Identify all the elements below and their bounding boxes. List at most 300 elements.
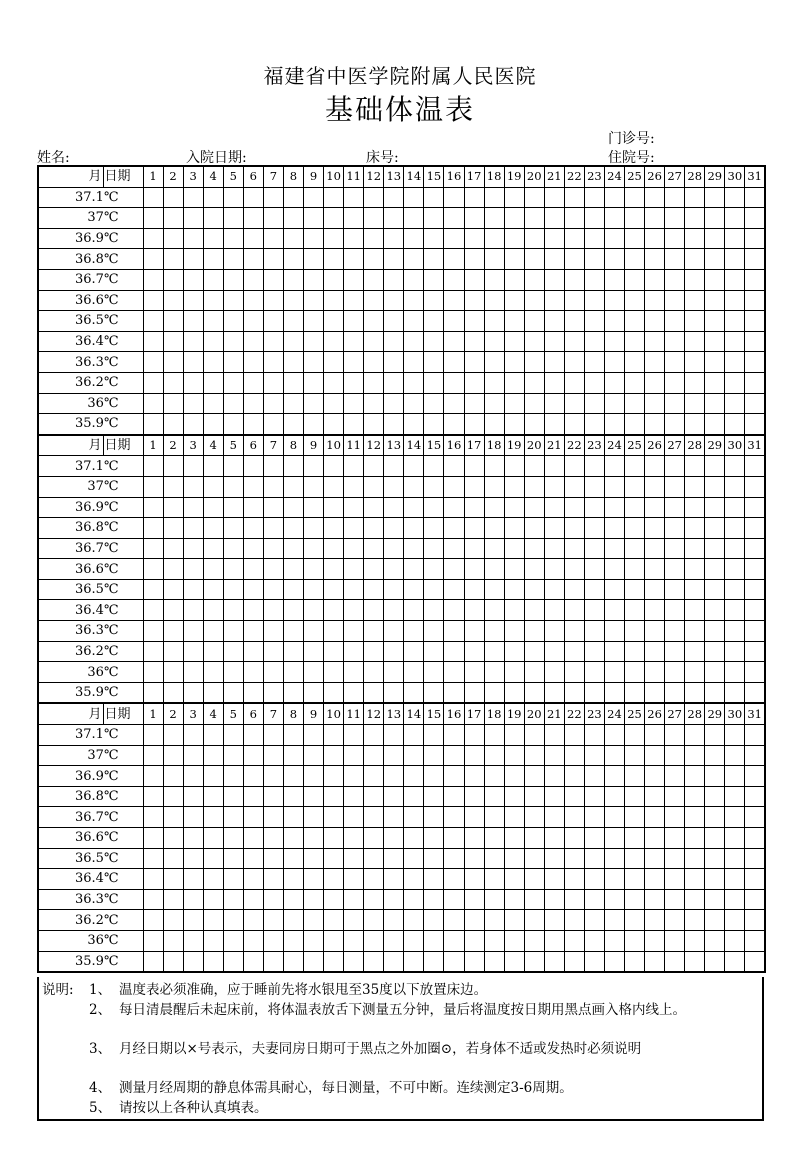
temperature-cell[interactable] bbox=[384, 786, 404, 807]
temperature-cell[interactable] bbox=[384, 249, 404, 270]
temperature-cell[interactable] bbox=[745, 848, 765, 869]
temperature-cell[interactable] bbox=[344, 393, 364, 414]
temperature-cell[interactable] bbox=[604, 930, 624, 951]
temperature-cell[interactable] bbox=[544, 497, 564, 518]
temperature-cell[interactable] bbox=[745, 414, 765, 435]
temperature-cell[interactable] bbox=[725, 621, 745, 642]
temperature-cell[interactable] bbox=[243, 208, 263, 229]
temperature-cell[interactable] bbox=[183, 600, 203, 621]
temperature-cell[interactable] bbox=[604, 910, 624, 931]
temperature-cell[interactable] bbox=[564, 559, 584, 580]
temperature-cell[interactable] bbox=[584, 208, 604, 229]
temperature-cell[interactable] bbox=[364, 682, 384, 703]
temperature-cell[interactable] bbox=[424, 682, 444, 703]
temperature-cell[interactable] bbox=[584, 414, 604, 435]
temperature-cell[interactable] bbox=[283, 869, 303, 890]
temperature-cell[interactable] bbox=[464, 889, 484, 910]
temperature-cell[interactable] bbox=[243, 766, 263, 787]
temperature-cell[interactable] bbox=[404, 352, 424, 373]
temperature-cell[interactable] bbox=[584, 352, 604, 373]
temperature-cell[interactable] bbox=[705, 269, 725, 290]
temperature-cell[interactable] bbox=[685, 187, 705, 208]
temperature-cell[interactable] bbox=[584, 372, 604, 393]
temperature-cell[interactable] bbox=[304, 951, 324, 972]
temperature-cell[interactable] bbox=[384, 641, 404, 662]
temperature-cell[interactable] bbox=[444, 208, 464, 229]
temperature-cell[interactable] bbox=[344, 848, 364, 869]
temperature-cell[interactable] bbox=[364, 497, 384, 518]
temperature-cell[interactable] bbox=[665, 766, 685, 787]
temperature-cell[interactable] bbox=[324, 538, 344, 559]
temperature-cell[interactable] bbox=[263, 579, 283, 600]
temperature-cell[interactable] bbox=[705, 290, 725, 311]
temperature-cell[interactable] bbox=[685, 497, 705, 518]
temperature-cell[interactable] bbox=[183, 269, 203, 290]
temperature-cell[interactable] bbox=[223, 476, 243, 497]
temperature-cell[interactable] bbox=[324, 930, 344, 951]
temperature-cell[interactable] bbox=[564, 766, 584, 787]
temperature-cell[interactable] bbox=[705, 641, 725, 662]
temperature-cell[interactable] bbox=[404, 579, 424, 600]
temperature-cell[interactable] bbox=[564, 786, 584, 807]
temperature-cell[interactable] bbox=[223, 187, 243, 208]
temperature-cell[interactable] bbox=[604, 187, 624, 208]
temperature-cell[interactable] bbox=[304, 249, 324, 270]
temperature-cell[interactable] bbox=[263, 497, 283, 518]
temperature-cell[interactable] bbox=[544, 682, 564, 703]
temperature-cell[interactable] bbox=[705, 579, 725, 600]
temperature-cell[interactable] bbox=[283, 518, 303, 539]
temperature-cell[interactable] bbox=[143, 641, 163, 662]
temperature-cell[interactable] bbox=[444, 579, 464, 600]
temperature-cell[interactable] bbox=[203, 476, 223, 497]
temperature-cell[interactable] bbox=[304, 745, 324, 766]
temperature-cell[interactable] bbox=[584, 889, 604, 910]
temperature-cell[interactable] bbox=[484, 208, 504, 229]
temperature-cell[interactable] bbox=[163, 662, 183, 683]
temperature-cell[interactable] bbox=[685, 951, 705, 972]
temperature-cell[interactable] bbox=[625, 745, 645, 766]
temperature-cell[interactable] bbox=[203, 848, 223, 869]
temperature-cell[interactable] bbox=[324, 497, 344, 518]
temperature-cell[interactable] bbox=[404, 559, 424, 580]
temperature-cell[interactable] bbox=[203, 414, 223, 435]
temperature-cell[interactable] bbox=[604, 331, 624, 352]
temperature-cell[interactable] bbox=[304, 889, 324, 910]
temperature-cell[interactable] bbox=[424, 869, 444, 890]
temperature-cell[interactable] bbox=[143, 393, 163, 414]
temperature-cell[interactable] bbox=[344, 930, 364, 951]
temperature-cell[interactable] bbox=[143, 311, 163, 332]
temperature-cell[interactable] bbox=[143, 559, 163, 580]
temperature-cell[interactable] bbox=[404, 807, 424, 828]
temperature-cell[interactable] bbox=[725, 352, 745, 373]
temperature-cell[interactable] bbox=[645, 600, 665, 621]
temperature-cell[interactable] bbox=[364, 559, 384, 580]
temperature-cell[interactable] bbox=[203, 889, 223, 910]
temperature-cell[interactable] bbox=[544, 641, 564, 662]
temperature-cell[interactable] bbox=[745, 290, 765, 311]
temperature-cell[interactable] bbox=[223, 208, 243, 229]
temperature-cell[interactable] bbox=[484, 249, 504, 270]
temperature-cell[interactable] bbox=[625, 725, 645, 746]
temperature-cell[interactable] bbox=[705, 725, 725, 746]
temperature-cell[interactable] bbox=[564, 828, 584, 849]
temperature-cell[interactable] bbox=[625, 600, 645, 621]
temperature-cell[interactable] bbox=[604, 414, 624, 435]
temperature-cell[interactable] bbox=[685, 290, 705, 311]
temperature-cell[interactable] bbox=[524, 641, 544, 662]
temperature-cell[interactable] bbox=[183, 393, 203, 414]
temperature-cell[interactable] bbox=[384, 579, 404, 600]
temperature-cell[interactable] bbox=[424, 828, 444, 849]
temperature-cell[interactable] bbox=[504, 559, 524, 580]
temperature-cell[interactable] bbox=[304, 372, 324, 393]
temperature-cell[interactable] bbox=[584, 745, 604, 766]
temperature-cell[interactable] bbox=[263, 352, 283, 373]
temperature-cell[interactable] bbox=[324, 766, 344, 787]
temperature-cell[interactable] bbox=[404, 208, 424, 229]
temperature-cell[interactable] bbox=[203, 331, 223, 352]
temperature-cell[interactable] bbox=[665, 641, 685, 662]
temperature-cell[interactable] bbox=[544, 807, 564, 828]
temperature-cell[interactable] bbox=[625, 497, 645, 518]
temperature-cell[interactable] bbox=[604, 393, 624, 414]
temperature-cell[interactable] bbox=[283, 828, 303, 849]
temperature-cell[interactable] bbox=[745, 187, 765, 208]
temperature-cell[interactable] bbox=[143, 745, 163, 766]
temperature-cell[interactable] bbox=[304, 766, 324, 787]
temperature-cell[interactable] bbox=[304, 869, 324, 890]
temperature-cell[interactable] bbox=[324, 352, 344, 373]
temperature-cell[interactable] bbox=[424, 745, 444, 766]
temperature-cell[interactable] bbox=[384, 662, 404, 683]
temperature-cell[interactable] bbox=[484, 848, 504, 869]
temperature-cell[interactable] bbox=[163, 249, 183, 270]
temperature-cell[interactable] bbox=[203, 641, 223, 662]
temperature-cell[interactable] bbox=[464, 725, 484, 746]
temperature-cell[interactable] bbox=[484, 290, 504, 311]
temperature-cell[interactable] bbox=[484, 745, 504, 766]
temperature-cell[interactable] bbox=[263, 414, 283, 435]
temperature-cell[interactable] bbox=[344, 910, 364, 931]
temperature-cell[interactable] bbox=[263, 269, 283, 290]
temperature-cell[interactable] bbox=[725, 786, 745, 807]
temperature-cell[interactable] bbox=[283, 766, 303, 787]
temperature-cell[interactable] bbox=[604, 290, 624, 311]
temperature-cell[interactable] bbox=[384, 187, 404, 208]
temperature-cell[interactable] bbox=[223, 372, 243, 393]
temperature-cell[interactable] bbox=[745, 476, 765, 497]
temperature-cell[interactable] bbox=[705, 682, 725, 703]
temperature-cell[interactable] bbox=[304, 559, 324, 580]
temperature-cell[interactable] bbox=[705, 807, 725, 828]
temperature-cell[interactable] bbox=[645, 579, 665, 600]
temperature-cell[interactable] bbox=[524, 456, 544, 477]
temperature-cell[interactable] bbox=[544, 559, 564, 580]
temperature-cell[interactable] bbox=[625, 249, 645, 270]
temperature-cell[interactable] bbox=[725, 869, 745, 890]
temperature-cell[interactable] bbox=[203, 600, 223, 621]
temperature-cell[interactable] bbox=[625, 559, 645, 580]
temperature-cell[interactable] bbox=[203, 518, 223, 539]
temperature-cell[interactable] bbox=[364, 869, 384, 890]
temperature-cell[interactable] bbox=[645, 456, 665, 477]
temperature-cell[interactable] bbox=[444, 951, 464, 972]
temperature-cell[interactable] bbox=[243, 869, 263, 890]
temperature-cell[interactable] bbox=[544, 393, 564, 414]
temperature-cell[interactable] bbox=[705, 518, 725, 539]
temperature-cell[interactable] bbox=[484, 869, 504, 890]
temperature-cell[interactable] bbox=[404, 641, 424, 662]
temperature-cell[interactable] bbox=[263, 208, 283, 229]
temperature-cell[interactable] bbox=[544, 187, 564, 208]
temperature-cell[interactable] bbox=[584, 951, 604, 972]
temperature-cell[interactable] bbox=[645, 497, 665, 518]
temperature-cell[interactable] bbox=[625, 414, 645, 435]
temperature-cell[interactable] bbox=[464, 807, 484, 828]
temperature-cell[interactable] bbox=[584, 456, 604, 477]
temperature-cell[interactable] bbox=[604, 807, 624, 828]
temperature-cell[interactable] bbox=[464, 786, 484, 807]
temperature-cell[interactable] bbox=[604, 786, 624, 807]
temperature-cell[interactable] bbox=[685, 476, 705, 497]
temperature-cell[interactable] bbox=[464, 559, 484, 580]
temperature-cell[interactable] bbox=[745, 662, 765, 683]
temperature-cell[interactable] bbox=[464, 930, 484, 951]
temperature-cell[interactable] bbox=[745, 725, 765, 746]
temperature-cell[interactable] bbox=[604, 269, 624, 290]
temperature-cell[interactable] bbox=[243, 352, 263, 373]
temperature-cell[interactable] bbox=[584, 290, 604, 311]
temperature-cell[interactable] bbox=[625, 682, 645, 703]
temperature-cell[interactable] bbox=[625, 786, 645, 807]
temperature-cell[interactable] bbox=[203, 269, 223, 290]
temperature-cell[interactable] bbox=[223, 889, 243, 910]
temperature-cell[interactable] bbox=[484, 600, 504, 621]
temperature-cell[interactable] bbox=[484, 311, 504, 332]
temperature-cell[interactable] bbox=[324, 600, 344, 621]
temperature-cell[interactable] bbox=[344, 766, 364, 787]
temperature-cell[interactable] bbox=[283, 538, 303, 559]
temperature-cell[interactable] bbox=[163, 290, 183, 311]
temperature-cell[interactable] bbox=[424, 848, 444, 869]
temperature-cell[interactable] bbox=[564, 290, 584, 311]
temperature-cell[interactable] bbox=[504, 393, 524, 414]
temperature-cell[interactable] bbox=[203, 662, 223, 683]
temperature-cell[interactable] bbox=[203, 951, 223, 972]
temperature-cell[interactable] bbox=[163, 393, 183, 414]
temperature-cell[interactable] bbox=[564, 372, 584, 393]
temperature-cell[interactable] bbox=[444, 331, 464, 352]
temperature-cell[interactable] bbox=[504, 766, 524, 787]
temperature-cell[interactable] bbox=[243, 538, 263, 559]
temperature-cell[interactable] bbox=[544, 600, 564, 621]
temperature-cell[interactable] bbox=[524, 249, 544, 270]
temperature-cell[interactable] bbox=[564, 951, 584, 972]
temperature-cell[interactable] bbox=[143, 600, 163, 621]
temperature-cell[interactable] bbox=[625, 662, 645, 683]
temperature-cell[interactable] bbox=[223, 682, 243, 703]
temperature-cell[interactable] bbox=[143, 269, 163, 290]
temperature-cell[interactable] bbox=[304, 208, 324, 229]
temperature-cell[interactable] bbox=[504, 331, 524, 352]
temperature-cell[interactable] bbox=[484, 579, 504, 600]
temperature-cell[interactable] bbox=[344, 579, 364, 600]
temperature-cell[interactable] bbox=[263, 290, 283, 311]
temperature-cell[interactable] bbox=[263, 641, 283, 662]
temperature-cell[interactable] bbox=[183, 725, 203, 746]
temperature-cell[interactable] bbox=[705, 930, 725, 951]
temperature-cell[interactable] bbox=[645, 662, 665, 683]
temperature-cell[interactable] bbox=[183, 807, 203, 828]
temperature-cell[interactable] bbox=[243, 187, 263, 208]
temperature-cell[interactable] bbox=[143, 951, 163, 972]
temperature-cell[interactable] bbox=[424, 269, 444, 290]
temperature-cell[interactable] bbox=[665, 848, 685, 869]
temperature-cell[interactable] bbox=[685, 869, 705, 890]
temperature-cell[interactable] bbox=[163, 518, 183, 539]
temperature-cell[interactable] bbox=[183, 456, 203, 477]
temperature-cell[interactable] bbox=[364, 848, 384, 869]
temperature-cell[interactable] bbox=[665, 228, 685, 249]
temperature-cell[interactable] bbox=[183, 662, 203, 683]
temperature-cell[interactable] bbox=[604, 518, 624, 539]
temperature-cell[interactable] bbox=[665, 518, 685, 539]
temperature-cell[interactable] bbox=[584, 828, 604, 849]
temperature-cell[interactable] bbox=[324, 187, 344, 208]
temperature-cell[interactable] bbox=[364, 518, 384, 539]
temperature-cell[interactable] bbox=[705, 311, 725, 332]
temperature-cell[interactable] bbox=[584, 311, 604, 332]
temperature-cell[interactable] bbox=[625, 579, 645, 600]
temperature-cell[interactable] bbox=[645, 910, 665, 931]
temperature-cell[interactable] bbox=[364, 786, 384, 807]
temperature-cell[interactable] bbox=[143, 579, 163, 600]
temperature-cell[interactable] bbox=[584, 269, 604, 290]
temperature-cell[interactable] bbox=[685, 518, 705, 539]
temperature-cell[interactable] bbox=[685, 249, 705, 270]
temperature-cell[interactable] bbox=[725, 910, 745, 931]
temperature-cell[interactable] bbox=[444, 869, 464, 890]
temperature-cell[interactable] bbox=[645, 538, 665, 559]
temperature-cell[interactable] bbox=[725, 331, 745, 352]
temperature-cell[interactable] bbox=[223, 249, 243, 270]
temperature-cell[interactable] bbox=[424, 579, 444, 600]
temperature-cell[interactable] bbox=[745, 766, 765, 787]
temperature-cell[interactable] bbox=[685, 662, 705, 683]
temperature-cell[interactable] bbox=[464, 187, 484, 208]
temperature-cell[interactable] bbox=[464, 311, 484, 332]
temperature-cell[interactable] bbox=[464, 497, 484, 518]
temperature-cell[interactable] bbox=[564, 889, 584, 910]
temperature-cell[interactable] bbox=[484, 930, 504, 951]
temperature-cell[interactable] bbox=[725, 951, 745, 972]
temperature-cell[interactable] bbox=[203, 559, 223, 580]
temperature-cell[interactable] bbox=[705, 476, 725, 497]
temperature-cell[interactable] bbox=[544, 910, 564, 931]
temperature-cell[interactable] bbox=[524, 930, 544, 951]
temperature-cell[interactable] bbox=[424, 249, 444, 270]
temperature-cell[interactable] bbox=[183, 414, 203, 435]
temperature-cell[interactable] bbox=[203, 807, 223, 828]
temperature-cell[interactable] bbox=[504, 725, 524, 746]
temperature-cell[interactable] bbox=[604, 372, 624, 393]
temperature-cell[interactable] bbox=[665, 331, 685, 352]
temperature-cell[interactable] bbox=[263, 372, 283, 393]
temperature-cell[interactable] bbox=[685, 848, 705, 869]
temperature-cell[interactable] bbox=[745, 807, 765, 828]
temperature-cell[interactable] bbox=[584, 187, 604, 208]
temperature-cell[interactable] bbox=[283, 269, 303, 290]
temperature-cell[interactable] bbox=[263, 869, 283, 890]
temperature-cell[interactable] bbox=[444, 456, 464, 477]
temperature-cell[interactable] bbox=[203, 682, 223, 703]
temperature-cell[interactable] bbox=[263, 228, 283, 249]
temperature-cell[interactable] bbox=[384, 518, 404, 539]
temperature-cell[interactable] bbox=[263, 621, 283, 642]
temperature-cell[interactable] bbox=[685, 352, 705, 373]
temperature-cell[interactable] bbox=[243, 579, 263, 600]
temperature-cell[interactable] bbox=[324, 311, 344, 332]
temperature-cell[interactable] bbox=[324, 331, 344, 352]
temperature-cell[interactable] bbox=[163, 559, 183, 580]
temperature-cell[interactable] bbox=[524, 869, 544, 890]
temperature-cell[interactable] bbox=[705, 456, 725, 477]
temperature-cell[interactable] bbox=[163, 600, 183, 621]
temperature-cell[interactable] bbox=[364, 249, 384, 270]
temperature-cell[interactable] bbox=[484, 621, 504, 642]
temperature-cell[interactable] bbox=[183, 290, 203, 311]
temperature-cell[interactable] bbox=[524, 848, 544, 869]
temperature-cell[interactable] bbox=[725, 662, 745, 683]
temperature-cell[interactable] bbox=[143, 228, 163, 249]
temperature-cell[interactable] bbox=[464, 456, 484, 477]
temperature-cell[interactable] bbox=[665, 476, 685, 497]
temperature-cell[interactable] bbox=[404, 476, 424, 497]
temperature-cell[interactable] bbox=[304, 456, 324, 477]
temperature-cell[interactable] bbox=[384, 848, 404, 869]
temperature-cell[interactable] bbox=[324, 848, 344, 869]
temperature-cell[interactable] bbox=[504, 208, 524, 229]
temperature-cell[interactable] bbox=[685, 228, 705, 249]
temperature-cell[interactable] bbox=[243, 476, 263, 497]
temperature-cell[interactable] bbox=[625, 889, 645, 910]
temperature-cell[interactable] bbox=[344, 951, 364, 972]
temperature-cell[interactable] bbox=[584, 559, 604, 580]
temperature-cell[interactable] bbox=[645, 208, 665, 229]
temperature-cell[interactable] bbox=[745, 951, 765, 972]
temperature-cell[interactable] bbox=[344, 662, 364, 683]
temperature-cell[interactable] bbox=[705, 538, 725, 559]
temperature-cell[interactable] bbox=[384, 889, 404, 910]
temperature-cell[interactable] bbox=[444, 682, 464, 703]
temperature-cell[interactable] bbox=[143, 869, 163, 890]
temperature-cell[interactable] bbox=[444, 930, 464, 951]
temperature-cell[interactable] bbox=[263, 249, 283, 270]
temperature-cell[interactable] bbox=[444, 249, 464, 270]
temperature-cell[interactable] bbox=[645, 187, 665, 208]
temperature-cell[interactable] bbox=[745, 249, 765, 270]
temperature-cell[interactable] bbox=[504, 869, 524, 890]
temperature-cell[interactable] bbox=[344, 869, 364, 890]
temperature-cell[interactable] bbox=[544, 786, 564, 807]
temperature-cell[interactable] bbox=[384, 352, 404, 373]
temperature-cell[interactable] bbox=[584, 538, 604, 559]
temperature-cell[interactable] bbox=[263, 828, 283, 849]
temperature-cell[interactable] bbox=[685, 889, 705, 910]
temperature-cell[interactable] bbox=[424, 662, 444, 683]
